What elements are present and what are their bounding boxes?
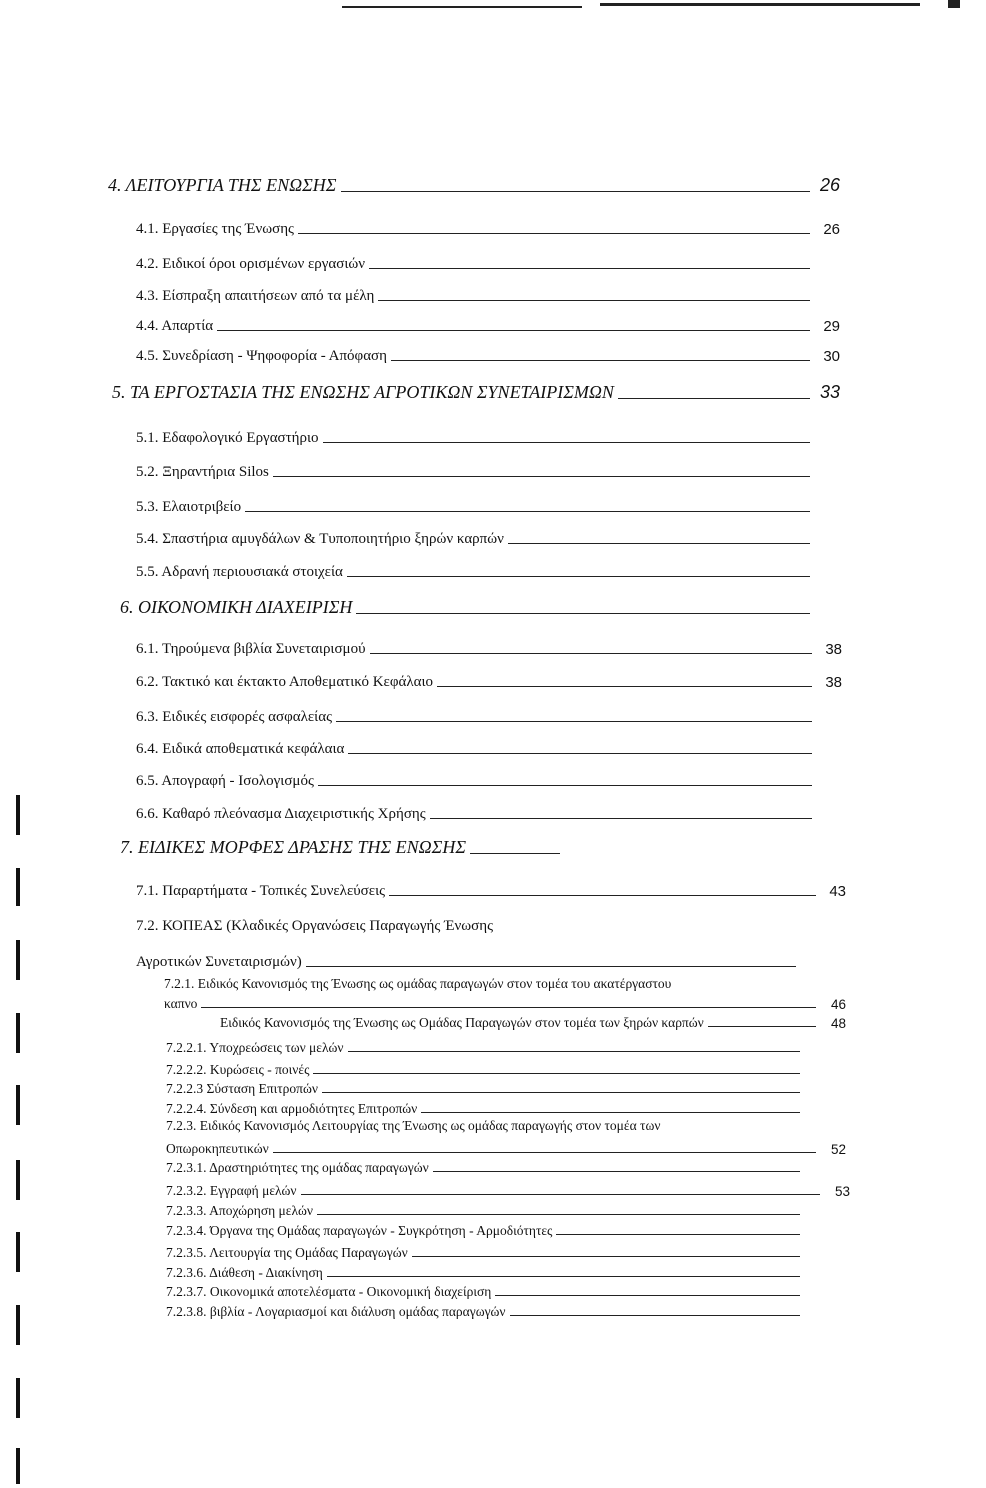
toc-title: Αγροτικών Συνεταιρισμών) xyxy=(136,954,302,970)
toc-title: 7.1. Παραρτήματα - Τοπικές Συνελεύσεις xyxy=(136,883,386,899)
toc-title: 4. ΛΕΙΤΟΥΡΓΙΑ ΤΗΣ ΕΝΩΣΗΣ xyxy=(108,175,337,195)
toc-title: Οπωροκηπευτικών xyxy=(166,1141,269,1156)
toc-page: 30 xyxy=(823,348,840,365)
toc-section-7-2-3-5[interactable] xyxy=(166,1245,830,1261)
toc-leader xyxy=(556,1234,800,1235)
toc-section-6-4[interactable] xyxy=(136,741,842,758)
toc-leader xyxy=(318,785,812,786)
toc-section-5-5[interactable] xyxy=(136,564,840,581)
scan-edge-mark xyxy=(16,1448,20,1484)
toc-leader xyxy=(348,753,812,754)
toc-section-7-2-2-2[interactable] xyxy=(166,1062,830,1078)
toc-section-6-3[interactable] xyxy=(136,709,842,726)
toc-leader xyxy=(510,1315,800,1316)
toc-section-6-6[interactable] xyxy=(136,806,842,823)
toc-title: 7.2.2.1. Υποχρεώσεις των μελών xyxy=(166,1040,344,1055)
toc-title: 5.1. Εδαφολογικό Εργαστήριο xyxy=(136,430,319,446)
toc-leader xyxy=(356,613,810,614)
toc-leader xyxy=(378,300,810,301)
scan-top-line xyxy=(948,0,960,8)
toc-section-7-2-3-4[interactable] xyxy=(166,1223,830,1239)
toc-leader xyxy=(618,398,810,399)
toc-leader xyxy=(323,442,810,443)
toc-title: 6.2. Τακτικό και έκτακτο Αποθεματικό Κεφάλαιο xyxy=(136,674,434,690)
toc-leader xyxy=(508,543,810,544)
toc-title: 4.5. Συνεδρίαση - Ψηφοφορία - Απόφαση xyxy=(136,348,387,364)
toc-title: 6.3. Ειδικές εισφορές ασφαλείας xyxy=(136,709,333,725)
toc-leader xyxy=(369,268,810,269)
scan-edge-mark xyxy=(16,1305,20,1345)
toc-page: 38 xyxy=(825,674,842,691)
scan-edge-mark xyxy=(16,1160,20,1200)
toc-leader xyxy=(421,1112,800,1113)
toc-section-4-5[interactable] xyxy=(136,348,840,365)
scan-edge-mark xyxy=(16,1232,20,1272)
toc-section-5-3[interactable] xyxy=(136,499,840,516)
toc-title: 7.2.2.3 Σύσταση Επιτροπών xyxy=(166,1081,318,1096)
toc-leader xyxy=(370,653,812,654)
toc-title: 7.2.3.8. βιβλία - Λογαριασμοί και διάλυση ομάδας παραγωγών xyxy=(166,1304,506,1319)
toc-leader xyxy=(273,1152,816,1153)
toc-section-7-2-1-cont[interactable] xyxy=(164,996,846,1012)
toc-section-7-2-cont[interactable] xyxy=(136,954,826,971)
toc-leader xyxy=(306,966,796,967)
toc-page: 52 xyxy=(830,1142,846,1157)
toc-section-7-2-3-8[interactable] xyxy=(166,1304,830,1320)
toc-title: 5.2. Ξηραντήρια Silos xyxy=(136,464,269,480)
toc-page: 26 xyxy=(819,175,840,195)
toc-title: 6.6. Καθαρό πλεόνασμα Διαχειριστικής Χρήσης xyxy=(136,806,426,822)
toc-title: 4.2. Ειδικοί όροι ορισμένων εργασιών xyxy=(136,256,366,272)
toc-title: 5.4. Σπαστήρια αμυγδάλων & Τυποποιητήριο ξηρών καρπών xyxy=(136,531,504,547)
toc-leader xyxy=(433,1171,800,1172)
scan-edge-mark xyxy=(16,1013,20,1053)
toc-leader xyxy=(313,1073,800,1074)
toc-section-7-1[interactable] xyxy=(136,883,846,900)
toc-leader xyxy=(347,576,810,577)
toc-leader xyxy=(495,1295,800,1296)
toc-section-6-5[interactable] xyxy=(136,773,842,790)
toc-title: 6.4. Ειδικά αποθεματικά κεφάλαια xyxy=(136,741,345,757)
toc-leader xyxy=(430,818,812,819)
toc-title: 7.2.3.3. Αποχώρηση μελών xyxy=(166,1203,313,1218)
toc-leader xyxy=(317,1214,800,1215)
toc-title: 5.3. Ελαιοτριβείο xyxy=(136,499,242,515)
toc-page: 33 xyxy=(819,382,840,402)
toc-leader xyxy=(348,1051,800,1052)
toc-section-5-2[interactable] xyxy=(136,464,840,481)
toc-chapter-6[interactable] xyxy=(120,597,840,618)
toc-leader xyxy=(470,853,560,854)
toc-section-4-3[interactable] xyxy=(136,288,840,305)
toc-page: 29 xyxy=(823,318,840,335)
toc-leader xyxy=(301,1194,820,1195)
toc-title: 7.2.3.5. Λειτουργία της Ομάδας Παραγωγών xyxy=(166,1245,408,1260)
toc-leader xyxy=(201,1007,816,1008)
toc-section-6-1[interactable] xyxy=(136,641,842,658)
toc-section-7-2-2-4[interactable] xyxy=(166,1101,830,1117)
toc-title: καπνο xyxy=(164,996,198,1011)
toc-leader xyxy=(217,330,810,331)
toc-section-7-2-3-7[interactable] xyxy=(166,1284,830,1300)
toc-leader xyxy=(437,686,812,687)
toc-page: 38 xyxy=(825,641,842,658)
toc-title: 4.3. Είσπραξη απαιτήσεων από τα μέλη xyxy=(136,288,375,304)
toc-title: 7.2.3.1. Δραστηριότητες της ομάδας παραγωγών xyxy=(166,1160,429,1175)
toc-leader xyxy=(412,1256,800,1257)
toc-chapter-5[interactable] xyxy=(112,382,840,403)
toc-section-7-2-2-3[interactable] xyxy=(166,1081,830,1097)
toc-title: 5.5. Αδρανή περιουσιακά στοιχεία xyxy=(136,564,343,580)
toc-section-7-2[interactable]: 7.2. ΚΟΠΕΑΣ (Κλαδικές Οργανώσεις Παραγωγής Ένωσης xyxy=(136,918,494,934)
toc-section-7-2-2[interactable] xyxy=(220,1015,846,1031)
toc-leader xyxy=(708,1026,816,1027)
toc-title: 6.1. Τηρούμενα βιβλία Συνεταιρισμού xyxy=(136,641,366,657)
toc-leader xyxy=(391,360,810,361)
toc-section-6-2[interactable] xyxy=(136,674,842,691)
toc-leader xyxy=(298,233,810,234)
scan-edge-mark xyxy=(16,795,20,835)
toc-title: 7.2.2.4. Σύνδεση και αρμοδιότητες Επιτροπών xyxy=(166,1101,418,1116)
scan-edge-mark xyxy=(16,868,20,906)
toc-section-7-2-1[interactable]: 7.2.1. Ειδικός Κανονισμός της Ένωσης ως ομάδας παραγωγών στον τομέα του ακατέργαστου xyxy=(164,976,672,991)
toc-section-7-2-3-6[interactable] xyxy=(166,1265,830,1281)
toc-chapter-7[interactable] xyxy=(120,837,560,858)
toc-leader xyxy=(327,1276,800,1277)
toc-leader xyxy=(245,511,810,512)
toc-chapter-4[interactable] xyxy=(108,175,840,196)
toc-title: Ειδικός Κανονισμός της Ένωσης ως Ομάδας Παραγωγών στον τομέα των ξηρών καρπών xyxy=(220,1015,704,1030)
toc-section-7-2-3-2[interactable] xyxy=(166,1183,850,1199)
toc-leader xyxy=(322,1092,800,1093)
toc-title: 7. ΕΙΔΙΚΕΣ ΜΟΡΦΕΣ ΔΡΑΣΗΣ ΤΗΣ ΕΝΩΣΗΣ xyxy=(120,837,467,857)
toc-page: 43 xyxy=(829,883,846,900)
toc-leader xyxy=(341,191,810,192)
toc-title: 7.2.3.6. Διάθεση - Διακίνηση xyxy=(166,1265,323,1280)
toc-section-7-2-3-1[interactable] xyxy=(166,1160,830,1176)
toc-title: 7.2.3.4. Όργανα της Ομάδας παραγωγών - Συγκρότηση - Αρμοδιότητες xyxy=(166,1223,553,1238)
toc-title: 7.2.3.7. Οικονομικά αποτελέσματα - Οικονομική διαχείριση xyxy=(166,1284,492,1299)
toc-leader xyxy=(273,476,810,477)
toc-section-7-2-3-3[interactable] xyxy=(166,1203,830,1219)
toc-section-4-2[interactable] xyxy=(136,256,840,273)
scan-edge-mark xyxy=(16,1378,20,1418)
toc-title: 4.4. Απαρτία xyxy=(136,318,214,334)
toc-section-4-4[interactable] xyxy=(136,318,840,335)
toc-section-4-1[interactable] xyxy=(136,221,840,238)
toc-page: 46 xyxy=(830,997,846,1012)
toc-leader xyxy=(336,721,812,722)
scan-edge-mark xyxy=(16,940,20,980)
toc-section-5-1[interactable] xyxy=(136,430,840,447)
toc-title: 6. ΟΙΚΟΝΟΜΙΚΗ ΔΙΑΧΕΙΡΙΣΗ xyxy=(120,597,353,617)
toc-page: 48 xyxy=(830,1016,846,1031)
toc-page: 53 xyxy=(834,1184,850,1199)
scan-top-line xyxy=(600,3,920,6)
toc-title: 7.2.2.2. Κυρώσεις - ποινές xyxy=(166,1062,310,1077)
scan-edge-mark xyxy=(16,1085,20,1125)
toc-section-5-4[interactable] xyxy=(136,531,840,548)
toc-section-7-2-3-cont[interactable] xyxy=(166,1141,846,1157)
toc-section-7-2-3[interactable]: 7.2.3. Ειδικός Κανονισμός Λειτουργίας της Ένωσης ως ομάδας παραγωγής στον τομέα των xyxy=(166,1118,661,1133)
toc-title: 7.2.3.2. Εγγραφή μελών xyxy=(166,1183,297,1198)
toc-title: 4.1. Εργασίες της Ένωσης xyxy=(136,221,294,237)
toc-title: 5. ΤΑ ΕΡΓΟΣΤΑΣΙΑ ΤΗΣ ΕΝΩΣΗΣ ΑΓΡΟΤΙΚΩΝ ΣΥΝΕΤΑΙΡΙΣΜΩΝ xyxy=(112,382,614,402)
scan-top-line xyxy=(342,6,582,8)
toc-title: 6.5. Απογραφή - Ισολογισμός xyxy=(136,773,314,789)
toc-section-7-2-2-1[interactable] xyxy=(166,1040,830,1056)
toc-leader xyxy=(389,895,816,896)
toc-page: 26 xyxy=(823,221,840,238)
